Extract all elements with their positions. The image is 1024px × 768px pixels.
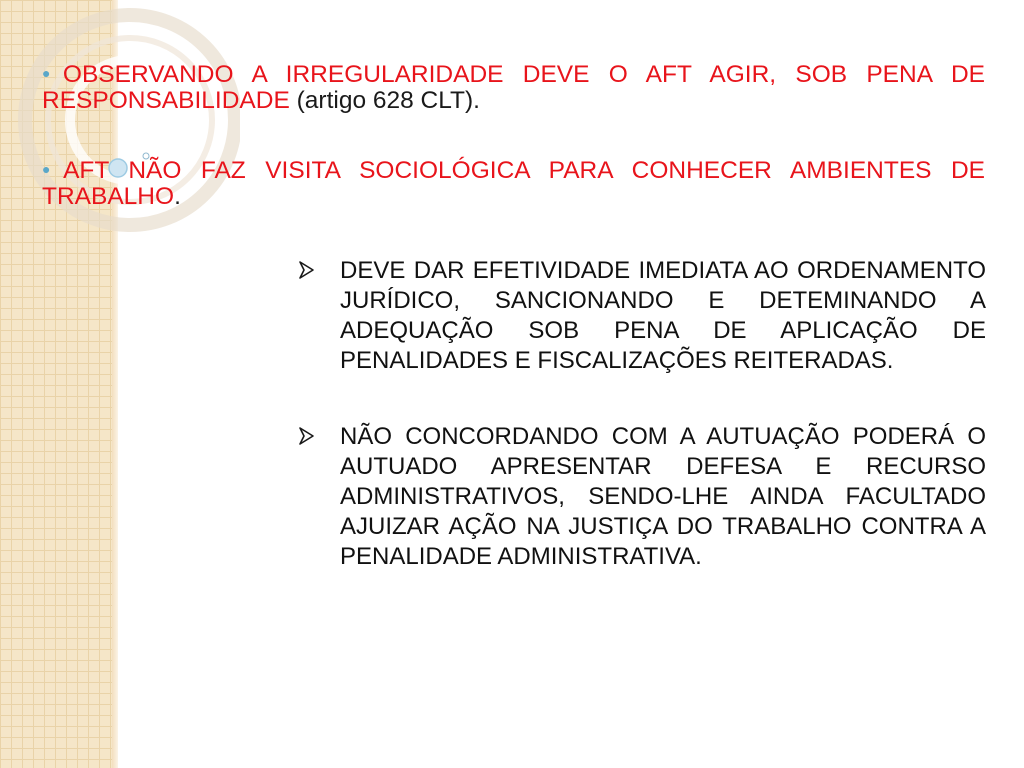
list-item <box>296 422 986 572</box>
bullet-text: NÃO CONCORDANDO COM A AUTUAÇÃO PODERÁ O AUTUADO APRESENTAR DEFESA E RECURSO ADMINISTRATIVOS, SENDO-LHE AINDA FACULTADO AJUIZAR AÇÃO NA JUSTIÇA DO TRABALHO CONTRA A PENALIDADE ADMINISTRATIVA. <box>340 423 986 570</box>
arrow-outline-bullet-icon <box>296 260 316 280</box>
red-statement-2-text: AFT NÃO FAZ VISITA SOCIOLÓGICA PARA CONHECER AMBIENTES DE TRABALHO <box>42 157 985 210</box>
concentric-circles-decoration <box>0 0 240 280</box>
red-statement-2-suffix: . <box>174 183 181 210</box>
red-statement-1-text: OBSERVANDO A IRREGULARIDADE DEVE O AFT AGIR, SOB PENA DE RESPONSABILIDADE <box>42 61 985 114</box>
red-statement-1 <box>42 60 985 114</box>
red-statement-2 <box>42 156 985 210</box>
bullet-dot-icon: ● <box>42 65 63 81</box>
bullet-dot-icon: ● <box>42 161 64 177</box>
bullet-list <box>296 256 986 618</box>
bullet-text: DEVE DAR EFETIVIDADE IMEDIATA AO ORDENAMENTO JURÍDICO, SANCIONANDO E DETEMINANDO A ADEQUAÇÃO SOB PENA DE APLICAÇÃO DE PENALIDADES E FISCALIZAÇÕES REITERADAS. <box>340 257 986 374</box>
arrow-outline-bullet-icon <box>296 426 316 446</box>
red-statement-1-suffix: (artigo 628 CLT). <box>289 87 480 114</box>
list-item <box>296 256 986 376</box>
